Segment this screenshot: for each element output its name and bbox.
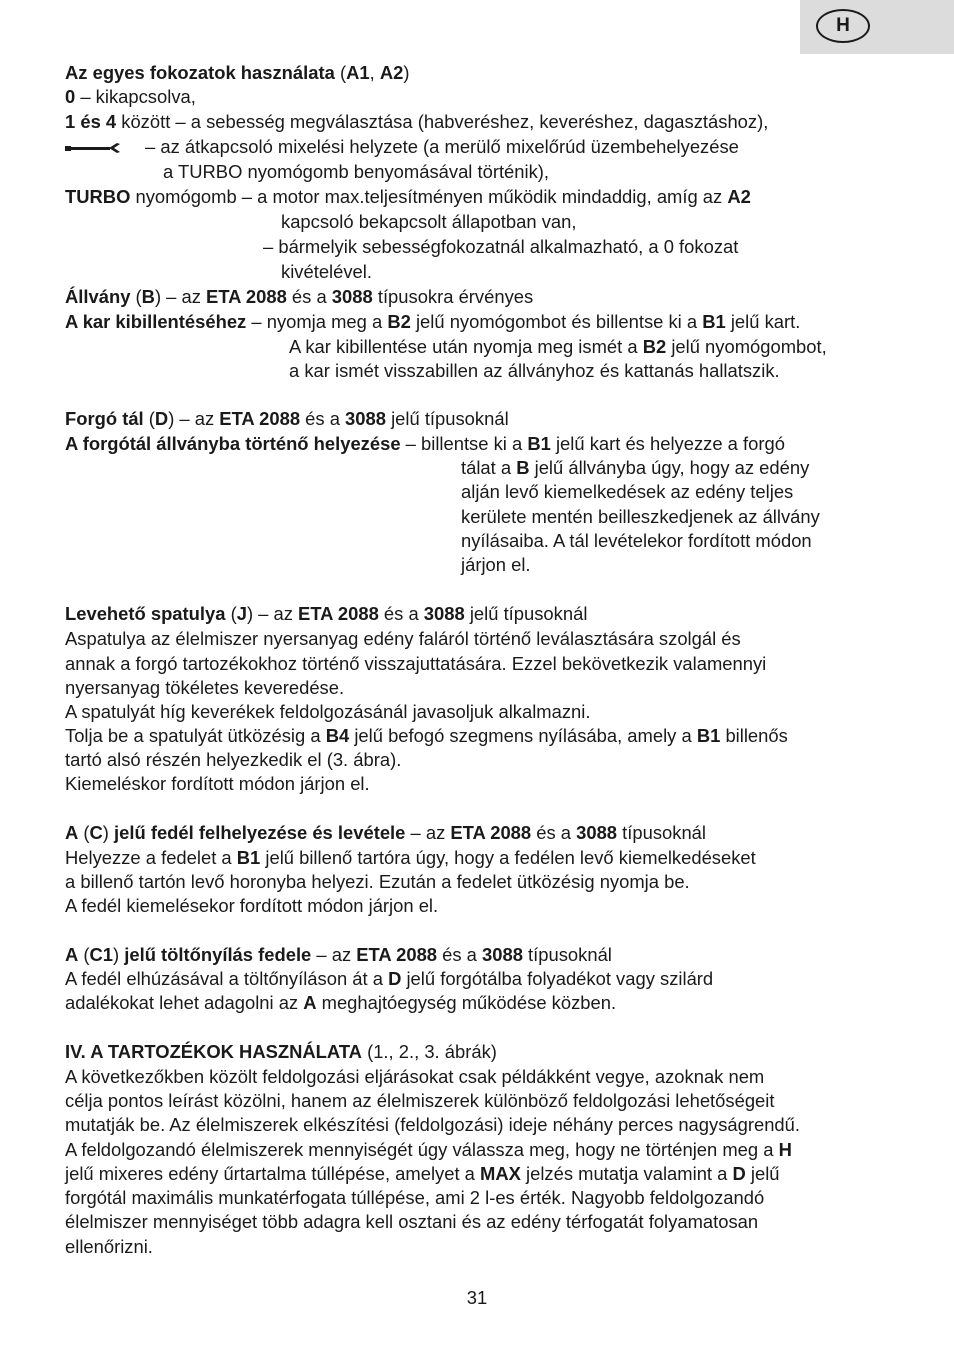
bold-text: jelű fedél felhelyezése és levétele <box>114 822 406 843</box>
text-line <box>65 822 706 844</box>
text-run: és a <box>531 822 577 843</box>
bold-text: 1 és 4 <box>65 111 117 132</box>
text-run: A fedél elhúzásával a töltőnyíláson át a <box>65 968 389 989</box>
text-run: ) – az <box>168 408 220 429</box>
bold-text: Az egyes fokozatok használata <box>65 62 335 83</box>
bold-text: ETA 2088 <box>298 603 379 624</box>
text-run: között – a sebesség megválasztása (habveréshez, keveréshez, dagasztáshoz), <box>116 111 769 132</box>
text-line <box>461 481 793 503</box>
text-run: annak a forgó tartozékokhoz történő visszajuttatására. Ezzel bekövetkezik valamennyi <box>65 653 767 674</box>
text-line <box>461 530 812 552</box>
bold-text: 3088 <box>576 822 618 843</box>
mixer-whisk-icon <box>65 140 123 156</box>
text-line <box>65 1066 764 1088</box>
text-run: Kiemeléskor fordított módon járjon el. <box>65 773 370 794</box>
text-run: jelű nyomógombot és billentse ki a <box>410 311 703 332</box>
text-line <box>65 433 785 455</box>
text-run: a kar ismét visszabillen az állványhoz és kattanás hallatszik. <box>289 360 780 381</box>
text-run: ( <box>78 822 90 843</box>
text-line <box>65 992 616 1014</box>
text-run: ) – az <box>246 603 299 624</box>
bold-text: C1 <box>89 944 114 965</box>
bold-text: D <box>154 408 169 429</box>
bold-text: ETA 2088 <box>206 286 287 307</box>
bold-text: 3088 <box>345 408 386 429</box>
text-run: – az <box>311 944 357 965</box>
text-run: jelű kart és helyezze a forgó <box>550 433 785 454</box>
text-run: – bármelyik sebességfokozatnál alkalmazható, a 0 fokozat <box>263 236 739 257</box>
text-run: meghajtóegység működése közben. <box>316 992 617 1013</box>
bold-text: 3088 <box>482 944 523 965</box>
bold-text: A1 <box>346 62 370 83</box>
bold-text: Forgó tál <box>65 408 144 429</box>
text-line <box>65 603 587 625</box>
text-run: jelű billenő tartóra úgy, hogy a fedélen levő kiemelkedéseket <box>260 847 756 868</box>
text-run: ( <box>130 286 142 307</box>
text-line <box>65 1236 153 1258</box>
bold-text: B4 <box>325 725 350 746</box>
text-line <box>145 136 739 158</box>
text-run: mutatják be. Az élelmiszerek elkészítési (feldolgozási) ideje néhány perces nagyságrendű. <box>65 1114 800 1135</box>
bold-text: B <box>141 286 155 307</box>
text-line <box>65 286 533 308</box>
text-run: adalékokat lehet adagolni az <box>65 992 304 1013</box>
text-line <box>65 311 800 333</box>
text-run: kapcsoló bekapcsolt állapotban van, <box>281 211 577 232</box>
text-run: jelű <box>745 1163 780 1184</box>
text-run: kivételével. <box>281 261 372 282</box>
text-run: ) <box>113 944 125 965</box>
text-run: A fedél kiemelésekor fordított módon járjon el. <box>65 895 439 916</box>
bold-text: A <box>65 944 79 965</box>
text-line <box>289 336 827 358</box>
text-run: élelmiszer mennyiséget több adagra kell osztani és az edény térfogatát folyamatosan <box>65 1211 759 1232</box>
text-line <box>65 968 713 990</box>
text-run: Aspatulya az élelmiszer nyersanyag edény faláról történő leválasztására szolgál és <box>65 628 741 649</box>
text-line <box>65 1090 774 1112</box>
bold-text: B1 <box>702 311 726 332</box>
text-run: – kikapcsolva, <box>75 86 196 107</box>
text-run: kerülete mentén beilleszkedjenek az állvány <box>461 506 820 527</box>
bold-text: C <box>89 822 103 843</box>
text-run: ( <box>78 944 90 965</box>
text-line <box>65 725 788 747</box>
text-line <box>65 677 344 699</box>
bold-text: TURBO <box>65 186 131 207</box>
text-line <box>65 847 756 869</box>
text-run: jelű kart. <box>725 311 801 332</box>
language-tab <box>800 0 954 54</box>
text-run: jelű állványba úgy, hogy az edény <box>529 457 810 478</box>
bold-text: jelű töltőnyílás fedele <box>124 944 312 965</box>
bold-text: ETA 2088 <box>219 408 301 429</box>
text-line <box>65 62 409 84</box>
bold-text: H <box>778 1139 792 1160</box>
text-line <box>65 186 751 208</box>
text-run: – az átkapcsoló mixelési helyzete (a merülő mixelőrúd üzembehelyezése <box>145 136 739 157</box>
text-line <box>65 628 741 650</box>
text-line <box>65 653 766 675</box>
text-run: nyomógomb – a motor max.teljesítményen működik mindaddig, amíg az <box>130 186 728 207</box>
text-run: A kar kibillentése után nyomja meg ismét a <box>289 336 643 357</box>
text-run: alján levő kiemelkedések az edény teljes <box>461 481 794 502</box>
text-line <box>65 749 401 771</box>
text-run: nyílásaiba. A tál levételekor fordított módon <box>461 530 812 551</box>
text-run: A spatulyát híg keverékek feldolgozásánál javasoljuk alkalmazni. <box>65 701 591 722</box>
text-run: – az <box>405 822 451 843</box>
bold-text: MAX <box>480 1163 521 1184</box>
text-line <box>65 1139 792 1161</box>
text-run: A következőkben közölt feldolgozási eljárásokat csak példákként vegye, azoknak nem <box>65 1066 765 1087</box>
text-line <box>65 1211 758 1233</box>
text-run: tartó alsó részén helyezkedik el (3. ábra). <box>65 749 402 770</box>
text-run: ) <box>403 62 410 83</box>
text-run: és a <box>286 286 332 307</box>
text-run: jelű befogó szegmens nyílásába, amely a <box>349 725 697 746</box>
text-run: – billentse ki a <box>400 433 528 454</box>
text-run: (1., 2., 3. ábrák) <box>361 1041 497 1062</box>
language-badge: H <box>816 9 870 43</box>
text-line <box>65 895 438 917</box>
text-line <box>65 944 612 966</box>
text-line <box>289 360 780 382</box>
bold-text: B2 <box>642 336 667 357</box>
text-line <box>65 1041 497 1063</box>
text-line <box>65 1187 764 1209</box>
text-run: ( <box>225 603 237 624</box>
text-line <box>461 457 809 479</box>
text-line <box>263 236 738 258</box>
text-run: jelű típusoknál <box>385 408 509 429</box>
text-line <box>65 773 370 795</box>
bold-text: A forgótál állványba történő helyezése <box>65 433 401 454</box>
text-run: járjon el. <box>461 554 531 575</box>
text-run: jelű típusoknál <box>464 603 588 624</box>
text-run: ) <box>102 822 115 843</box>
bold-text: 3088 <box>331 286 373 307</box>
bold-text: ETA 2088 <box>450 822 532 843</box>
bold-text: A2 <box>727 186 751 207</box>
page-number: 31 <box>466 1287 488 1308</box>
text-line <box>461 554 531 576</box>
text-run: A feldolgozandó élelmiszerek mennyiségét úgy válassza meg, hogy ne történjen meg a <box>65 1139 779 1160</box>
bold-text: Állvány <box>65 286 131 307</box>
text-line <box>281 261 372 283</box>
text-run: tálat a <box>461 457 517 478</box>
text-run: a TURBO nyomógomb benyomásával történik), <box>163 161 550 182</box>
text-run: – nyomja meg a <box>246 311 388 332</box>
text-run: típusokra érvényes <box>372 286 534 307</box>
bold-text: B1 <box>527 433 551 454</box>
bold-text: IV. A TARTOZÉKOK HASZNÁLATA <box>65 1041 362 1062</box>
text-line <box>163 161 549 183</box>
text-run: célja pontos leírást közölni, hanem az élelmiszerek különböző feldolgozási lehetőségeit <box>65 1090 775 1111</box>
text-run: jelzés mutatja valamint a <box>520 1163 733 1184</box>
text-run: jelű nyomógombot, <box>666 336 827 357</box>
bold-text: Levehető spatulya <box>65 603 226 624</box>
text-line <box>65 1114 800 1136</box>
bold-text: B1 <box>236 847 261 868</box>
text-line <box>65 701 590 723</box>
bold-text: B1 <box>696 725 721 746</box>
bold-text: B2 <box>387 311 411 332</box>
text-line <box>461 506 820 528</box>
text-run: ( <box>334 62 347 83</box>
bold-text: D <box>732 1163 746 1184</box>
text-line <box>65 1163 780 1185</box>
text-run: nyersanyag tökéletes keveredése. <box>65 677 345 698</box>
text-run: ellenőrizni. <box>65 1236 153 1257</box>
text-run: és a <box>378 603 424 624</box>
bold-text: A <box>65 822 79 843</box>
text-run: , <box>369 62 380 83</box>
text-run: Helyezze a fedelet a <box>65 847 237 868</box>
text-run: és a <box>437 944 483 965</box>
text-run: jelű forgótálba folyadékot vagy szilárd <box>401 968 714 989</box>
text-run: billenős <box>720 725 788 746</box>
bold-text: A2 <box>379 62 404 83</box>
text-line <box>65 111 768 133</box>
bold-text: A kar kibillentéséhez <box>65 311 247 332</box>
text-line <box>65 408 509 430</box>
bold-text: B <box>516 457 530 478</box>
text-line <box>65 86 196 108</box>
text-run: típusoknál <box>522 944 612 965</box>
text-run: a billenő tartón levő horonyba helyezi. Ezután a fedelet ütközésig nyomja be. <box>65 871 690 892</box>
bold-text: 3088 <box>423 603 465 624</box>
text-run: ) – az <box>154 286 207 307</box>
text-line <box>281 211 576 233</box>
bold-text: A <box>303 992 317 1013</box>
text-run: Tolja be a spatulyát ütközésig a <box>65 725 326 746</box>
bold-text: J <box>236 603 247 624</box>
bold-text: ETA 2088 <box>356 944 438 965</box>
text-line <box>65 871 690 893</box>
bold-text: 0 <box>65 86 76 107</box>
text-run: és a <box>300 408 346 429</box>
text-run: forgótál maximális munkatérfogata túllépése, ami 2 l-es érték. Nagyobb feldolgozandó <box>65 1187 765 1208</box>
text-run: típusoknál <box>617 822 706 843</box>
text-run: ( <box>143 408 155 429</box>
bold-text: D <box>388 968 402 989</box>
text-run: jelű mixeres edény űrtartalma túllépése, amelyet a <box>65 1163 481 1184</box>
